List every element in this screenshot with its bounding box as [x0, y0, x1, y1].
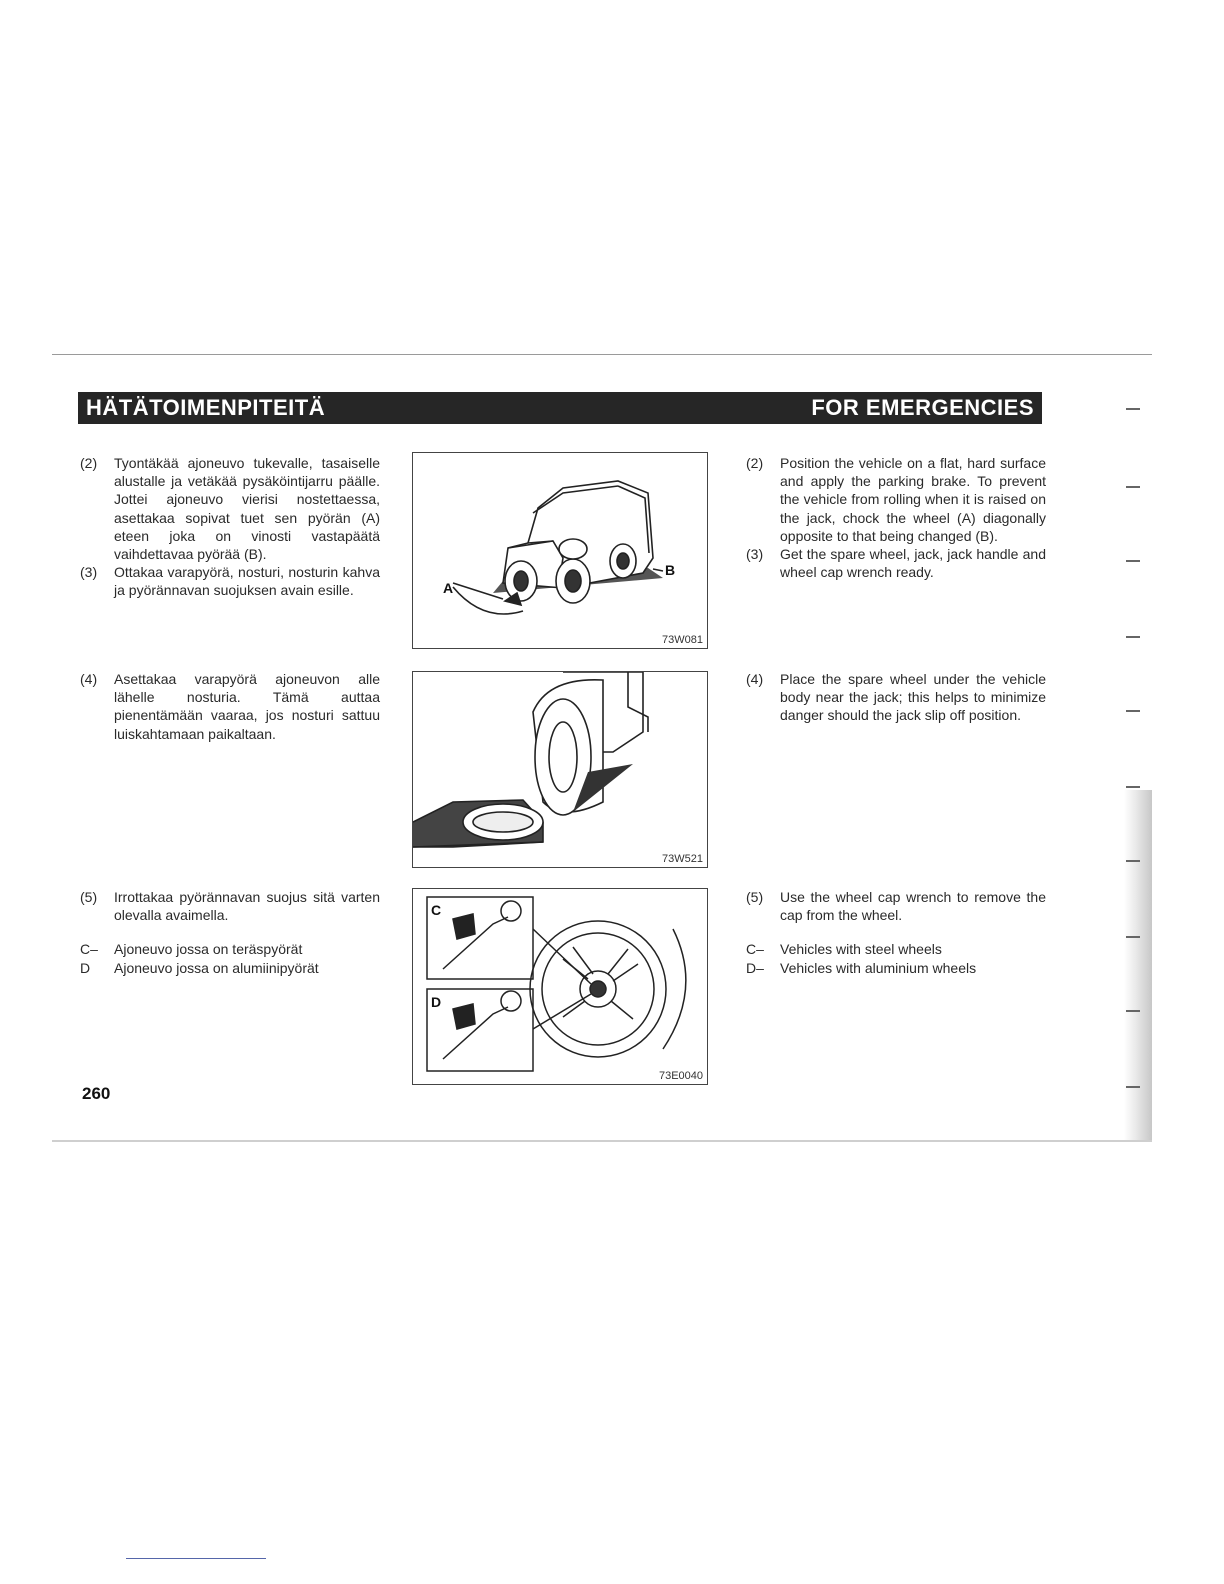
legend-key: D– [746, 959, 764, 976]
english-legend-c [746, 940, 1046, 958]
english-step-2 [746, 454, 1046, 545]
bottom-underline [126, 1558, 266, 1559]
header-title-english: FOR EMERGENCIES [811, 395, 1034, 420]
figure-wheel-cap [412, 888, 708, 1085]
edge-tab-mark [1126, 1010, 1140, 1012]
legend-text: Ajoneuvo jossa on alumiinipyörät [114, 959, 319, 976]
legend-text: Ajoneuvo jossa on teräspyörät [114, 941, 303, 958]
label-a: A [443, 580, 454, 596]
legend-text: Vehicles with aluminium wheels [780, 959, 977, 976]
step-number: (2) [80, 455, 98, 471]
step-text: Asettakaa varapyörä ajoneuvon alle lähelle nosturia. Tämä auttaa pienentämään vaaraa, jos nosturi sattuu luiskahtamaan paikaltaan. [114, 671, 380, 742]
step-text: Position the vehicle on a flat, hard surface and apply the parking brake. To prevent the vehicle from rolling when it is raised on the jack, chock the wheel (A) diagonally opposite to that being changed (B). [780, 455, 1046, 544]
edge-tab-mark [1126, 486, 1140, 488]
finnish-steps-2-3 [80, 454, 380, 600]
figure-code: 73E0040 [658, 1070, 703, 1082]
english-legend-d [746, 959, 1046, 977]
finnish-step-2 [80, 454, 380, 563]
finnish-legend-d [80, 959, 380, 977]
top-rule [52, 354, 1152, 355]
english-step-4 [746, 670, 1046, 725]
label-d: D [431, 994, 442, 1010]
step-text: Get the spare wheel, jack, jack handle and wheel cap wrench ready. [780, 546, 1046, 581]
bottom-rule [52, 1140, 1152, 1142]
english-step-3 [746, 545, 1046, 581]
step-text: Ottakaa varapyörä, nosturi, nosturin kahva ja pyörännavan suojuksen avain esille. [114, 564, 380, 599]
step-number: (5) [746, 889, 764, 905]
vehicle-chock-illustration [413, 453, 709, 650]
legend-key: C– [80, 941, 98, 958]
figure-spare-wheel [412, 671, 708, 868]
edge-tab-mark [1126, 710, 1140, 712]
edge-tab-mark [1126, 860, 1140, 862]
finnish-step-3 [80, 563, 380, 599]
step-number: (5) [80, 889, 98, 905]
step-number: (2) [746, 455, 764, 471]
finnish-step-5-block [80, 888, 380, 977]
figure-code: 73W081 [662, 634, 703, 646]
finnish-step-5 [80, 888, 380, 924]
step-text: Irrottakaa pyörännavan suojus sitä varten olevalla avaimella. [114, 889, 380, 924]
edge-tab-mark [1126, 786, 1140, 788]
finnish-step-4 [80, 670, 380, 743]
wheel-cap-illustration [413, 889, 709, 1086]
english-step-4-block [746, 670, 1046, 725]
edge-tab-mark [1126, 408, 1140, 410]
legend-key: D [80, 959, 91, 976]
label-b: B [665, 562, 676, 578]
english-step-5-block [746, 888, 1046, 977]
spare-wheel-illustration [413, 672, 709, 869]
edge-tab-mark [1126, 636, 1140, 638]
edge-tab-mark [1126, 560, 1140, 562]
english-step-5 [746, 888, 1046, 924]
finnish-legend-c [80, 940, 380, 958]
step-number: (3) [80, 564, 98, 581]
english-steps-2-3 [746, 454, 1046, 581]
legend-key: C– [746, 941, 764, 958]
page-number: 260 [82, 1084, 111, 1103]
legend-text: Vehicles with steel wheels [780, 941, 942, 958]
step-text: Place the spare wheel under the vehicle body near the jack; this helps to minimize danger should the jack slip off position. [780, 671, 1046, 724]
step-number: (4) [80, 671, 98, 687]
label-c: C [431, 902, 442, 918]
finnish-step-4-block [80, 670, 380, 743]
step-number: (3) [746, 546, 764, 563]
step-number: (4) [746, 671, 764, 687]
header-title-finnish: HÄTÄTOIMENPITEITÄ [86, 395, 326, 420]
section-header-bar [78, 392, 1042, 424]
edge-tab-mark [1126, 936, 1140, 938]
step-text: Use the wheel cap wrench to remove the cap from the wheel. [780, 889, 1046, 924]
edge-tab-mark [1126, 1086, 1140, 1088]
figure-vehicle-chock [412, 452, 708, 649]
figure-code: 73W521 [662, 853, 703, 865]
step-text: Tyontäkää ajoneuvo tukevalle, tasaiselle alustalle ja vetäkää pysäköintijarru päälle. Jottei ajoneuvo vierisi nostettaessa, asettakaa sopivat tuet sen pyörän (A) eteen joka on vinosti vastapäätä vaihdettavaa pyörää (B). [114, 455, 380, 563]
